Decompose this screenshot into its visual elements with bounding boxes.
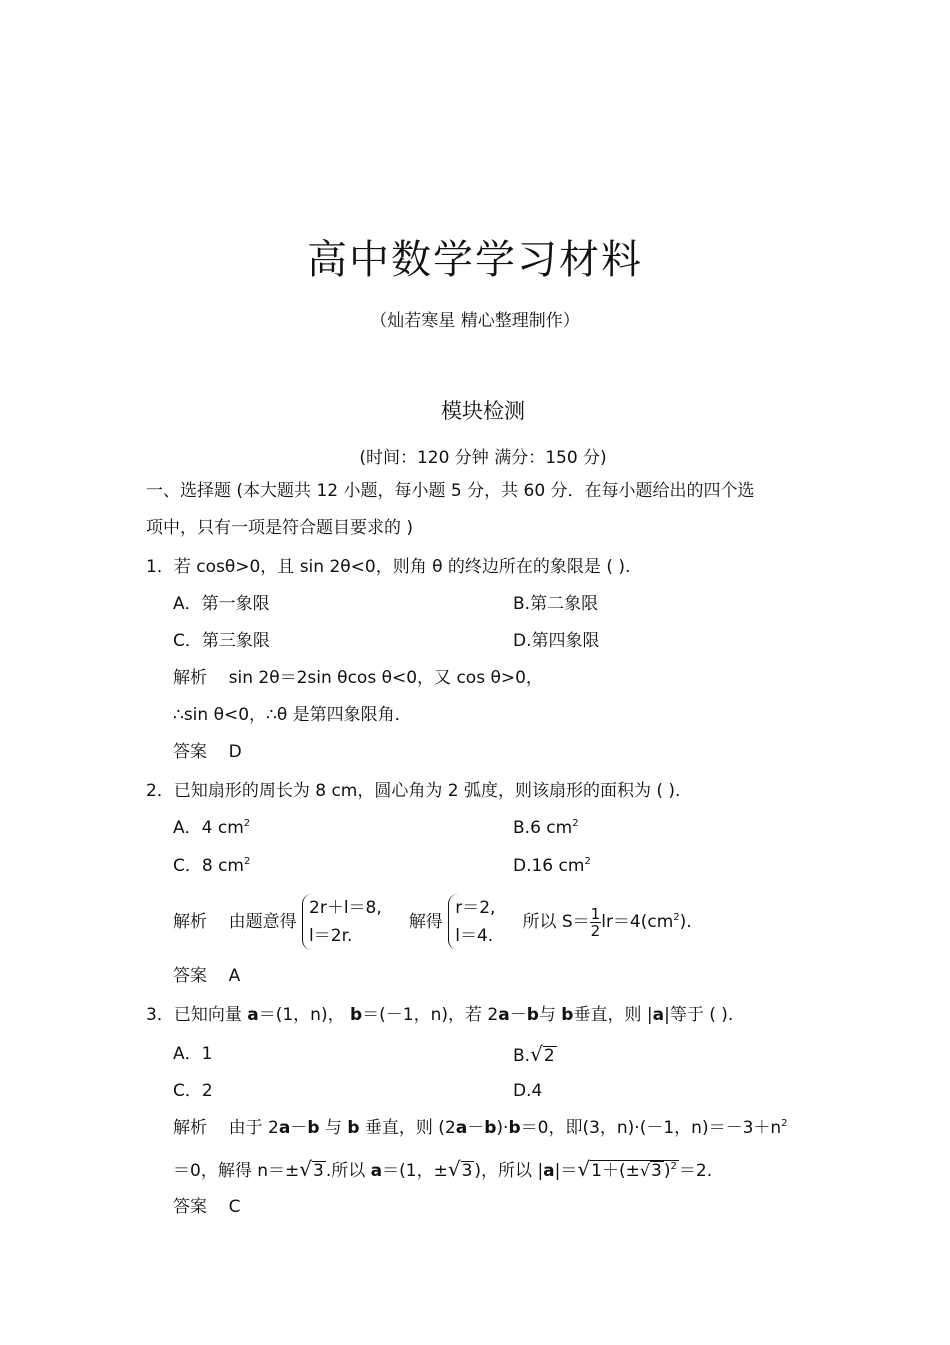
q3-answer-value: C (228, 1197, 241, 1217)
q1-option-b: B.第二象限 (513, 594, 599, 614)
page-title: 高中数学学习材料 (307, 237, 643, 283)
q1-answer-value: D (228, 742, 242, 762)
q3-option-a: A．1 (173, 1044, 213, 1064)
q2-equation-system-1: 2r＋l＝8, l＝2r. (302, 894, 382, 950)
q1-solution-line-1 (173, 667, 543, 689)
q2-solution-text-a: 由题意得 (228, 912, 297, 932)
q2-answer-label: 答案 (173, 966, 207, 986)
q2-option-c: C．8 $cm^2$ (173, 856, 251, 876)
q2-answer-value: A (228, 966, 241, 986)
q3-answer-label: 答案 (173, 1197, 207, 1217)
q2-answer (173, 965, 240, 987)
q3-option-c: C．2 (173, 1081, 213, 1101)
q2-option-d: D.16 $cm^2$ (513, 856, 591, 876)
q3-answer (173, 1196, 241, 1218)
page-subtitle: （灿若寒星 精心整理制作） (370, 311, 580, 331)
q2-solution: 解析 由题意得 2r＋l＝8, l＝2r. 解得 r＝2, l＝4. 所以 S＝ $\frac{1}{2}$ $lr=4(cm^2)$. (173, 894, 692, 950)
q2-solution-text-b: 解得 (408, 912, 443, 932)
section-title: 模块检测 (441, 399, 525, 423)
q2-option-a: A．4 $cm^2$ (173, 818, 251, 838)
q1-answer-label: 答案 (173, 742, 207, 762)
q1-option-c: C．第三象限 (173, 631, 270, 651)
intro-line-2: 项中，只有一项是符合题目要求的 ) (146, 518, 414, 538)
q1-solution-label: 解析 (173, 668, 207, 688)
q3-option-b: B.√2 (513, 1042, 555, 1066)
q2-option-b: B.6 $cm^2$ (513, 818, 579, 838)
q2-fraction: $\frac{1}{2}$ (590, 904, 601, 940)
q2-solution-label: 解析 (173, 912, 207, 932)
q2-equation-system-2: r＝2, l＝4. (448, 894, 495, 950)
q1-option-d: D.第四象限 (513, 631, 600, 651)
q3-option-d: D.4 (513, 1081, 543, 1101)
q1-solution-text-1: sin 2θ＝2sin θcos θ<0，又 cos θ>0， (228, 668, 543, 688)
q3-solution-line-2: ＝0，解得 n＝±√3 .所以 a＝(1，±√3 )，所以 |a|＝√1＋(±√3 )$^2$ ＝2. (173, 1157, 713, 1181)
q2-stem: 2．已知扇形的周长为 8 cm，圆心角为 2 弧度，则该扇形的面积为 ( ). (146, 781, 681, 801)
q3-solution-label: 解析 (173, 1118, 207, 1138)
q3-stem: 3．已知向量 a＝(1，n)， b＝(－1，n)，若 2a－b与 b垂直，则 |a|等于 ( ). (146, 1005, 734, 1025)
q1-option-a: A．第一象限 (173, 594, 270, 614)
q3-solution-line-1: 解析 由于 2a－b 与 b 垂直，则 (2a－b)·b＝0，即(3，n)·(－1，$n)=-3+n^2$ (173, 1118, 788, 1138)
intro-line-1: 一、选择题 (本大题共 12 小题，每小题 5 分，共 60 分．在每小题给出的四个选 (146, 481, 755, 501)
q1-solution-line-2: ∴sin θ<0，∴θ 是第四象限角． (173, 705, 412, 725)
exam-meta: (时间：120 分钟 满分：150 分) (359, 448, 607, 468)
q1-answer (173, 741, 242, 763)
q2-solution-text-c: 所以 S＝ (522, 912, 590, 932)
q1-stem: 1．若 cosθ>0，且 sin 2θ<0，则角 θ 的终边所在的象限是 ( ). (146, 557, 631, 577)
